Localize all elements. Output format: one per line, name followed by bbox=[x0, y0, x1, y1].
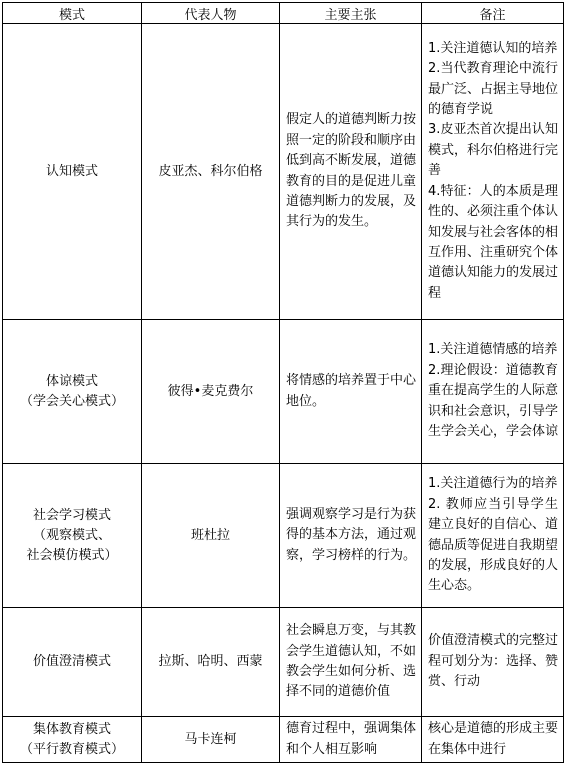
mode-cell bbox=[3, 608, 142, 717]
main-claim-cell: 假定人的道德判断力按照一定的阶段和顺序由低到高不断发展，道德教育的目的是促进儿童道德判断力的发展，及其行为的发生。 bbox=[280, 24, 422, 320]
main-claim-cell: 将情感的培养置于中心地位。 bbox=[280, 320, 422, 464]
table-row bbox=[3, 464, 564, 608]
note-item: 1.关注道德认知的培养 bbox=[428, 40, 558, 56]
notes-cell bbox=[422, 320, 564, 464]
notes-cell bbox=[422, 717, 564, 763]
note-item: 2.理论假设：道德教育重在提高学生的人际意识和社会意识，引导学生学会关心，学会体谅 bbox=[428, 362, 559, 440]
note-item: 1.关注道德行为的培养 bbox=[428, 476, 558, 492]
header-mode: 模式 bbox=[3, 3, 142, 24]
mode-cell bbox=[3, 320, 142, 464]
representative-cell: 彼得•麦克费尔 bbox=[142, 320, 280, 464]
main-claim-cell: 德育过程中，强调集体和个人相互影响 bbox=[280, 717, 422, 763]
note-item: 4.特征：人的本质是理性的、必须注重个体认知发展与社会客体的相互作用、注重研究个体道德认知能力的发展过程 bbox=[428, 183, 559, 301]
mode-cell bbox=[3, 464, 142, 608]
mode-alias: （观察模式、 bbox=[32, 527, 111, 543]
mode-cell bbox=[3, 24, 142, 320]
note-item: 2. 教师应当引导学生建立良好的自信心、道德品质等促进自我期望的发展，形成良好的人生心态。 bbox=[428, 496, 559, 594]
table-row bbox=[3, 320, 564, 464]
notes-cell bbox=[422, 24, 564, 320]
mode-alias: （平行教育模式） bbox=[19, 741, 124, 757]
mode-name: 价值澄清模式 bbox=[32, 654, 111, 669]
table-row bbox=[3, 24, 564, 320]
mode-alias: 社会模仿模式） bbox=[26, 547, 118, 563]
representative-cell: 拉斯、哈明、西蒙 bbox=[142, 608, 280, 717]
main-claim-cell: 社会瞬息万变，与其教会学生道德认知，不如教会学生如何分析、选择不同的道德价值 bbox=[280, 608, 422, 717]
representative-cell: 班杜拉 bbox=[142, 464, 280, 608]
header-row bbox=[3, 3, 564, 24]
header-notes: 备注 bbox=[422, 3, 564, 24]
mode-name: 社会学习模式 bbox=[32, 507, 111, 523]
header-representative: 代表人物 bbox=[142, 3, 280, 24]
note-item: 1.关注道德情感的培养 bbox=[428, 342, 558, 358]
header-main-claim: 主要主张 bbox=[280, 3, 422, 24]
mode-alias: （学会关心模式） bbox=[19, 393, 124, 409]
notes-cell bbox=[422, 608, 564, 717]
note-item: 3.皮亚杰首次提出认知模式，科尔伯格进行完善 bbox=[428, 122, 559, 179]
table-row bbox=[3, 608, 564, 717]
main-claim-cell: 强调观察学习是行为获得的基本方法，通过观察，学习榜样的行为。 bbox=[280, 464, 422, 608]
mode-cell bbox=[3, 717, 142, 763]
representative-cell: 马卡连柯 bbox=[142, 717, 280, 763]
representative-cell: 皮亚杰、科尔伯格 bbox=[142, 24, 280, 320]
mode-name: 集体教育模式 bbox=[32, 721, 111, 737]
notes-cell bbox=[422, 464, 564, 608]
moral-education-models-table bbox=[2, 2, 564, 763]
table-row bbox=[3, 717, 564, 763]
note-item: 核心是道德的形成主要在集体中进行 bbox=[428, 721, 559, 757]
note-item: 2.当代教育理论中流行最广泛、占据主导地位的德育学说 bbox=[428, 61, 559, 118]
mode-name: 体谅模式 bbox=[45, 373, 98, 389]
mode-name: 认知模式 bbox=[45, 163, 98, 179]
note-item: 价值澄清模式的完整过程可划分为：选择、赞赏、行动 bbox=[428, 633, 559, 690]
